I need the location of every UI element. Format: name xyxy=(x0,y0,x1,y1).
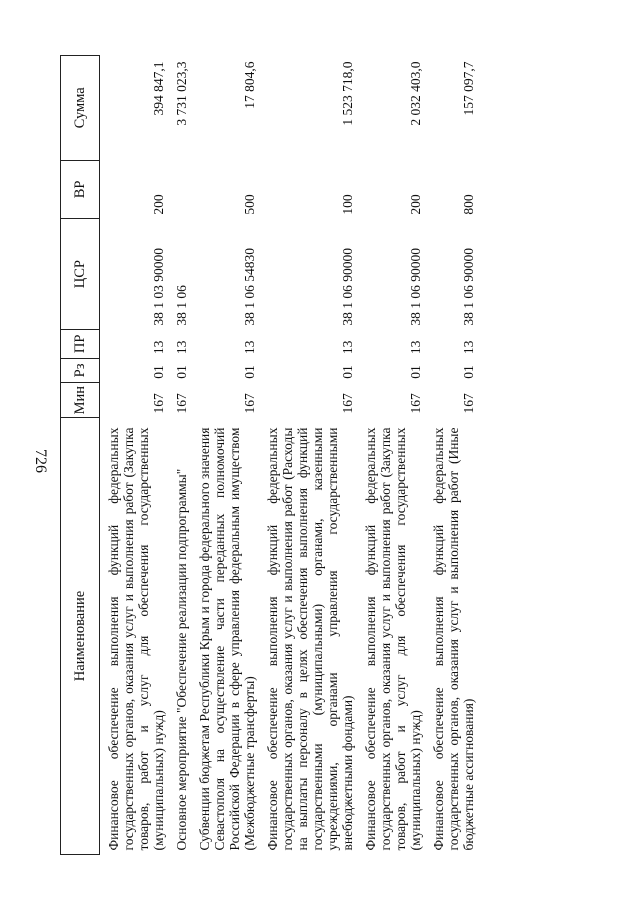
row-vr: 800 xyxy=(461,194,476,215)
row-pr: 13 xyxy=(408,340,423,355)
row-name: Основное мероприятие "Обеспечение реализации подпрограммы" xyxy=(174,468,189,851)
row-csr: 38 1 06 xyxy=(174,285,189,326)
header-min: Мин xyxy=(61,383,100,418)
row-name: Финансовое обеспечение выполнения функций федеральных государственных органов, оказания услуг и выполнения работ (Расходы на выплаты персоналу в целях обеспечения выполнения функций государственными (муниципальными) органами, казенными учреждениями, органами управления государственными внебюджетными фондами) xyxy=(265,427,355,851)
header-rz: Рз xyxy=(61,358,100,383)
row-name: Субвенции бюджетам Республики Крым и города федерального значения Севастополя на осуществление части переданных полномочий Российской Федерации в сфере управления федеральным имуществом (Межбюджетные трансферты) xyxy=(197,427,257,851)
budget-table xyxy=(60,55,478,855)
row-csr: 38 1 03 90000 xyxy=(151,248,166,326)
table-row xyxy=(191,56,259,855)
row-rz: 01 xyxy=(242,365,257,379)
table-body xyxy=(100,56,479,855)
row-pr: 13 xyxy=(461,340,476,355)
row-min: 167 xyxy=(340,393,355,414)
row-name: Финансовое обеспечение выполнения функций федеральных государственных органов, оказания услуг и выполнения работ (Закупка товаров, работ и услуг для обеспечения государственных (муниципальных) нужд) xyxy=(106,427,166,851)
header-sum: Сумма xyxy=(61,56,100,161)
row-csr: 38 1 06 54830 xyxy=(242,248,257,326)
row-pr: 13 xyxy=(174,340,189,355)
row-name: Финансовое обеспечение выполнения функций федеральных государственных органов, оказания услуг и выполнения работ (Закупка товаров, работ и услуг для обеспечения государственных (муниципальных) нужд) xyxy=(363,427,423,851)
header-vr: ВР xyxy=(61,160,100,219)
table-row xyxy=(100,56,169,855)
header-pr: ПР xyxy=(61,330,100,358)
row-sum: 2 032 403,0 xyxy=(408,61,423,126)
row-pr: 13 xyxy=(242,340,257,355)
table-row xyxy=(259,56,357,855)
row-rz: 01 xyxy=(408,365,423,379)
row-vr: 200 xyxy=(151,194,166,215)
row-rz: 01 xyxy=(340,365,355,379)
row-rz: 01 xyxy=(461,365,476,379)
header-csr: ЦСР xyxy=(61,219,100,330)
row-csr: 38 1 06 90000 xyxy=(461,248,476,326)
row-sum: 157 097,7 xyxy=(461,61,476,116)
row-sum: 394 847,1 xyxy=(151,61,166,116)
table-header xyxy=(61,56,100,855)
table-row xyxy=(168,56,191,855)
row-sum: 3 731 023,3 xyxy=(174,61,189,126)
row-min: 167 xyxy=(461,393,476,414)
row-csr: 38 1 06 90000 xyxy=(408,248,423,326)
row-name: Финансовое обеспечение выполнения функций федеральных государственных органов, оказания услуг и выполнения работ (Иные бюджетные ассигнования) xyxy=(431,427,476,851)
row-min: 167 xyxy=(242,393,257,414)
header-name: Наименование xyxy=(61,418,100,855)
row-rz: 01 xyxy=(174,365,189,379)
row-pr: 13 xyxy=(340,340,355,355)
row-rz: 01 xyxy=(151,365,166,379)
row-vr: 200 xyxy=(408,194,423,215)
row-csr: 38 1 06 90000 xyxy=(340,248,355,326)
row-sum: 17 804,6 xyxy=(242,61,257,109)
rotated-table-container xyxy=(60,55,580,855)
row-sum: 1 523 718,0 xyxy=(340,61,355,126)
page-number: 726 xyxy=(32,449,49,473)
row-vr: 500 xyxy=(242,194,257,215)
row-pr: 13 xyxy=(151,340,166,355)
row-min: 167 xyxy=(151,393,166,414)
table-row xyxy=(357,56,425,855)
row-vr: 100 xyxy=(340,194,355,215)
row-min: 167 xyxy=(174,393,189,414)
row-min: 167 xyxy=(408,393,423,414)
table-row xyxy=(425,56,478,855)
row-vr xyxy=(168,160,191,219)
